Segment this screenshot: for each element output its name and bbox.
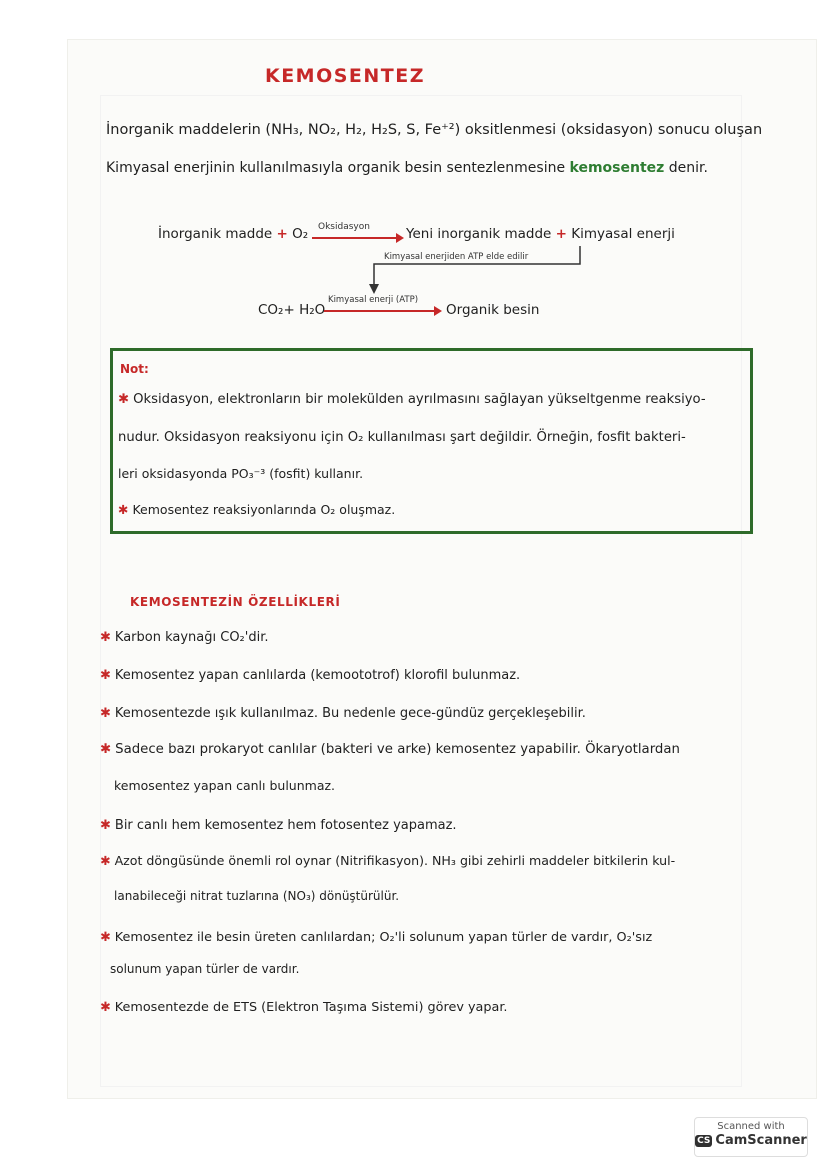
eq1-plus-1: + <box>276 226 288 242</box>
camscanner-logo-icon: CS <box>697 1135 711 1146</box>
feature-text: Kemosentez yapan canlılarda (kemoototrof) klorofil bulunmaz. <box>114 668 521 683</box>
note-line-2: nudur. Oksidasyon reaksiyonu için O₂ kullanılması şart değildir. Örneğin, fosfit bakteri- <box>118 430 686 445</box>
feature-item <box>100 853 675 868</box>
eq1-arrow <box>312 232 404 246</box>
feature-item-cont: kemosentez yapan canlı bulunmaz. <box>114 778 336 793</box>
keyword-kemosentez: kemosentez <box>569 160 665 176</box>
scanner-brand-text: CamScanner <box>715 1133 807 1148</box>
page-title: KEMOSENTEZ <box>264 65 426 87</box>
feature-item <box>100 930 652 945</box>
eq1-arrow-label: Oksidasyon <box>318 222 370 232</box>
scanner-top-text: Scanned with <box>717 1121 785 1132</box>
star-bullet-icon: ✱ <box>100 818 111 833</box>
feature-text: Kemosentezde ışık kullanılmaz. Bu nedenle gece-gündüz gerçekleşebilir. <box>114 706 586 721</box>
equation-1-right <box>406 226 675 242</box>
feature-text: Sadece bazı prokaryot canlılar (bakteri ve arke) kemosentez yapabilir. Ökaryotlardan <box>115 742 680 757</box>
star-bullet-icon: ✱ <box>118 502 129 517</box>
eq2-arrow-label: Kimyasal enerji (ATP) <box>328 295 419 305</box>
feature-text: Kemosentezde de ETS (Elektron Taşıma Sistemi) görev yapar. <box>114 1000 508 1015</box>
feature-item-cont: solunum yapan türler de vardır. <box>110 962 300 976</box>
intro-line-2 <box>106 160 708 176</box>
eq1-branch-label: Kimyasal enerjiden ATP elde edilir <box>384 252 529 262</box>
eq1-o2: O₂ <box>292 226 309 242</box>
feature-text: Kemosentez ile besin üreten canlılardan; O₂'li solunum yapan türler de vardır, O₂'sız <box>114 930 653 945</box>
intro-line-1: İnorganik maddelerin (NH₃, NO₂, H₂, H₂S, S, Fe⁺²) oksitlenmesi (oksidasyon) sonucu oluşan <box>106 122 763 138</box>
feature-item <box>100 818 457 833</box>
star-bullet-icon: ✱ <box>100 706 111 721</box>
feature-item-cont: lanabileceği nitrat tuzlarına (NO₃) dönüştürülür. <box>114 889 400 903</box>
feature-text: Azot döngüsünde önemli rol oynar (Nitrifikasyon). NH₃ gibi zehirli maddeler bitkilerin kul- <box>114 853 676 868</box>
camscanner-badge <box>694 1117 808 1157</box>
features-heading: KEMOSENTEZİN ÖZELLİKLERİ <box>130 595 341 609</box>
star-bullet-icon: ✱ <box>100 630 111 645</box>
eq1-new-inorganic: Yeni inorganik madde <box>406 226 552 242</box>
eq1-chemical-energy: Kimyasal enerji <box>571 226 675 242</box>
eq1-inorganic: İnorganik madde <box>158 226 273 242</box>
star-bullet-icon: ✱ <box>100 742 112 757</box>
note-text-4: Kemosentez reaksiyonlarında O₂ oluşmaz. <box>132 502 396 517</box>
feature-item <box>100 742 680 757</box>
note-line-1 <box>118 392 706 407</box>
star-bullet-icon: ✱ <box>118 392 130 407</box>
feature-text: Bir canlı hem kemosentez hem fotosentez yapamaz. <box>114 818 457 833</box>
feature-text: Karbon kaynağı CO₂'dir. <box>114 630 269 645</box>
note-line-3: leri oksidasyonda PO₃⁻³ (fosfit) kullanır. <box>118 466 364 481</box>
scanner-brand <box>695 1133 807 1148</box>
note-line-4 <box>118 502 395 517</box>
star-bullet-icon: ✱ <box>100 1000 111 1015</box>
eq2-arrow <box>324 305 442 319</box>
feature-item <box>100 630 269 645</box>
eq2-reactants: CO₂+ H₂O <box>258 302 326 318</box>
eq1-plus-2: + <box>555 226 567 242</box>
star-bullet-icon: ✱ <box>100 853 111 868</box>
equation-1-left <box>158 226 308 242</box>
intro-text-b: denir. <box>668 160 708 176</box>
eq2-product: Organik besin <box>446 302 540 318</box>
intro-text-a: Kimyasal enerjinin kullanılmasıyla organik besin sentezlenmesine <box>106 160 566 176</box>
star-bullet-icon: ✱ <box>100 930 111 945</box>
feature-item <box>100 1000 508 1015</box>
feature-item <box>100 706 586 721</box>
star-bullet-icon: ✱ <box>100 668 111 683</box>
feature-item <box>100 668 520 683</box>
note-text-1: Oksidasyon, elektronların bir molekülden ayrılmasını sağlayan yükseltgenme reaksiyo- <box>133 392 706 407</box>
note-heading: Not: <box>120 362 149 376</box>
